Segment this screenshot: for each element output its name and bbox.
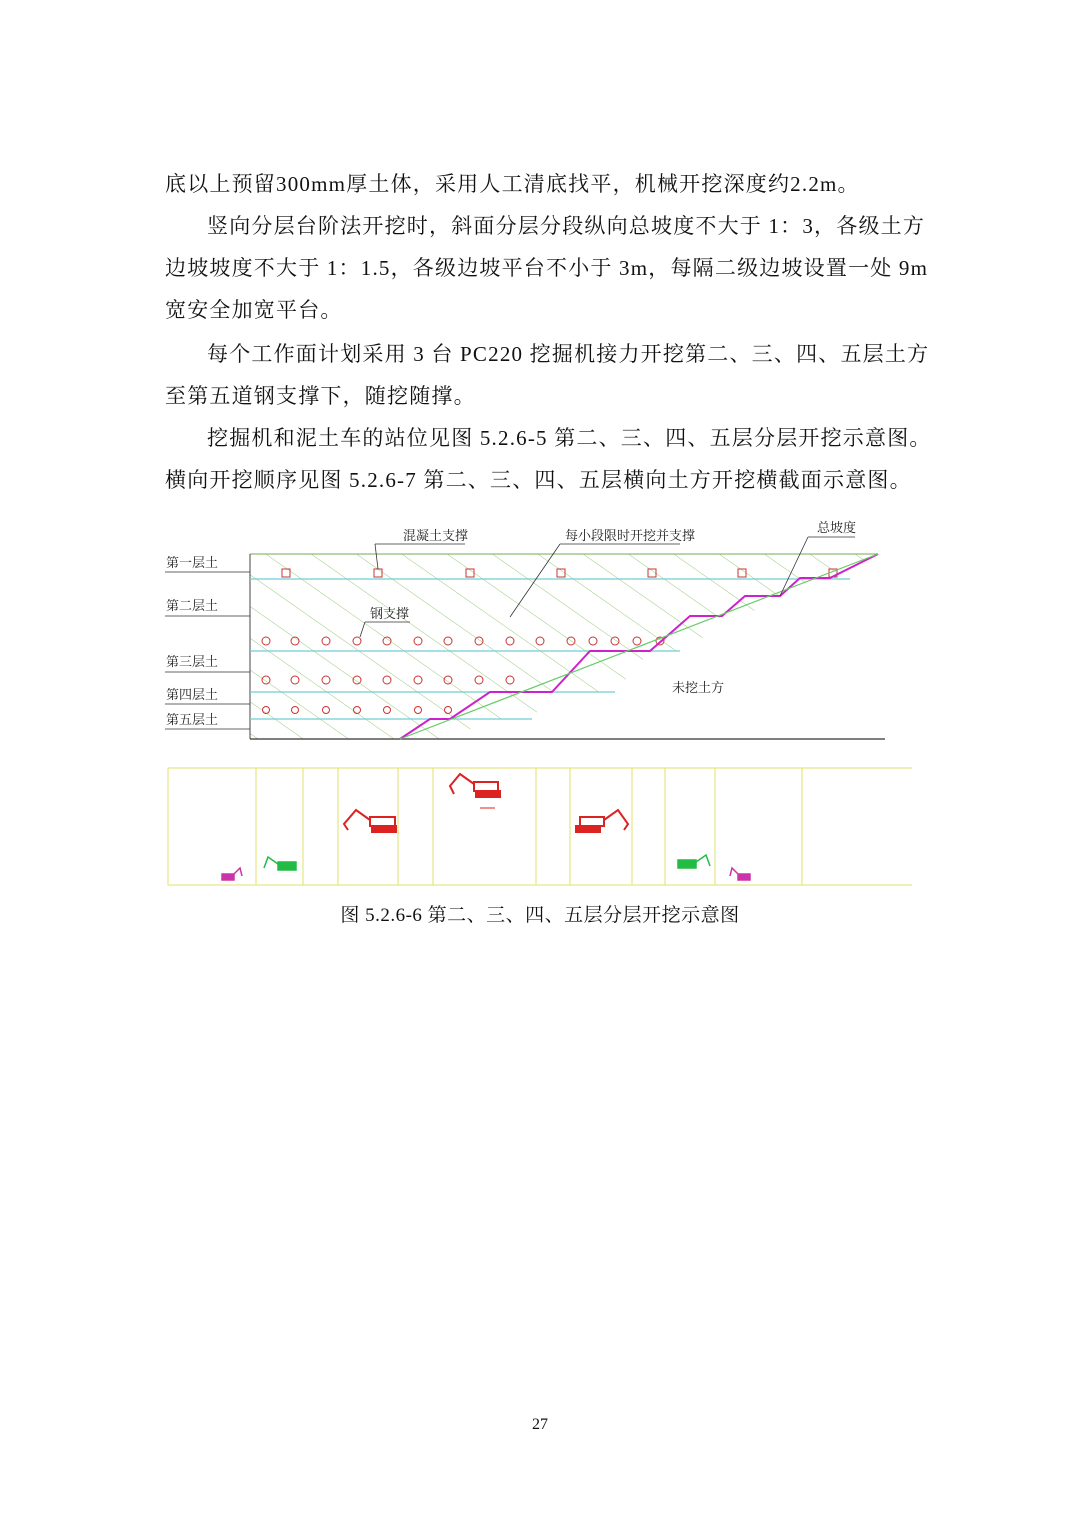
excavation-figure [160,512,920,892]
excavator-red-2 [450,774,500,808]
excavator-red-3 [576,810,628,832]
text-line: 挖掘机和泥土车的站位见图 5.2.6-5 第二、三、四、五层分层开挖示意图。 [207,426,932,450]
paragraph-1 [165,163,917,205]
layer-label-5: 第五层土 [166,713,219,728]
soil-hatched-area [250,554,878,739]
text-line: 边坡坡度不大于 1：1.5，各级边坡平台不小于 3m，每隔二级边坡设置一处 9m [165,256,929,280]
concrete-support-label: 混凝土支撑 [403,529,469,544]
layer-boundaries [165,572,250,729]
excavator-green-1 [264,857,296,870]
excavator-green-2 [678,855,710,868]
paragraph-3 [165,333,930,417]
layer-label-2: 第二层土 [166,599,219,614]
total-slope-label: 总坡度 [817,521,857,536]
text-line: 底以上预留300mm厚土体，采用人工清底找平，机械开挖深度约2.2m。 [165,172,860,196]
text-line: 宽安全加宽平台。 [165,298,343,322]
paragraph-2 [165,205,929,331]
section-diagram [165,520,885,739]
text-line: 竖向分层台阶法开挖时，斜面分层分段纵向总坡度不大于 1：3，各级土方 [207,214,926,238]
layer-label-3: 第三层土 [166,655,219,670]
page-number: 27 [532,1416,548,1433]
text-line: 至第五道钢支撑下，随挖随撑。 [165,384,476,408]
layer-label-1: 第一层土 [166,556,219,571]
text-line: 每个工作面计划采用 3 台 PC220 挖掘机接力开挖第二、三、四、五层土方 [207,342,930,366]
plan-diagram [168,768,912,885]
figure-caption: 图 5.2.6-6 第二、三、四、五层分层开挖示意图 [340,905,740,926]
text-line: 横向开挖顺序见图 5.2.6-7 第二、三、四、五层横向土方开挖横截面示意图。 [165,468,912,492]
section-support-label: 每小段限时开挖并支撑 [565,529,696,544]
excavator-red-1 [344,810,396,832]
excavator-magenta-1 [222,868,242,880]
paragraph-4 [165,417,932,501]
steel-support-label: 钢支撑 [370,607,410,622]
layer-label-4: 第四层土 [166,688,219,703]
unexcavated-label: 未挖土方 [672,681,725,696]
excavator-magenta-2 [730,868,750,880]
